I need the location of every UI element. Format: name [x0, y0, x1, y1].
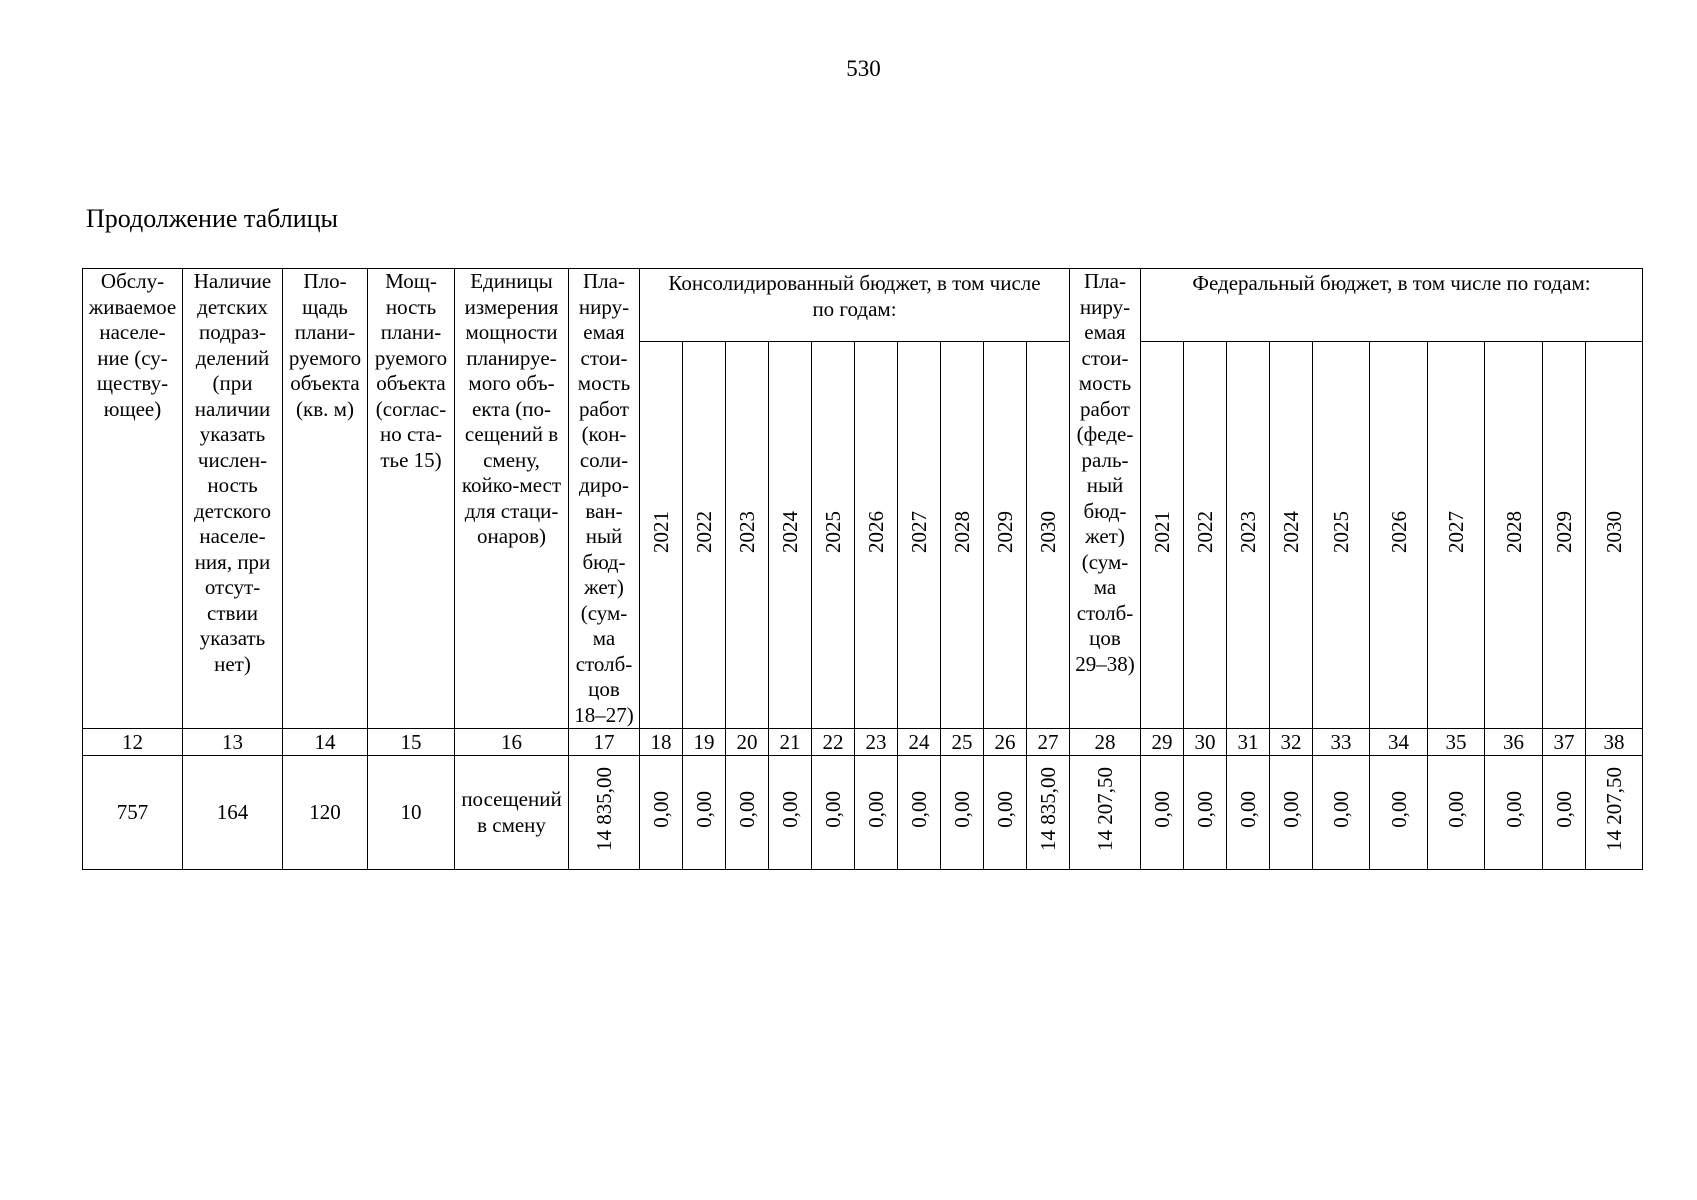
column-number: 30: [1184, 729, 1227, 756]
year-label: 2029: [993, 510, 1017, 553]
year-label: 2023: [735, 510, 759, 553]
consolidated-year-cell: [984, 342, 1027, 729]
year-label: 2028: [1501, 510, 1526, 553]
table-caption: Продолжение таблицы: [86, 204, 338, 233]
consolidated-amount: 0,00: [735, 790, 759, 828]
column-number: 33: [1313, 729, 1370, 756]
consolidated-amount-cell: [941, 756, 984, 870]
header-consolidated-budget-group: Консолидированный бюджет, в том числе по годам:: [640, 269, 1070, 342]
header-row: [83, 269, 1643, 342]
consolidated-amount-cell: [640, 756, 683, 870]
federal-amount-cell: [1543, 756, 1586, 870]
year-label: 2021: [649, 510, 673, 553]
column-number: 16: [455, 729, 569, 756]
year-label: 2022: [1193, 510, 1217, 553]
column-number: 25: [941, 729, 984, 756]
column-number: 19: [683, 729, 726, 756]
year-label: 2025: [821, 510, 845, 553]
column-number: 22: [812, 729, 855, 756]
budget-table: [82, 268, 1643, 870]
federal-year-cell: [1370, 342, 1428, 729]
federal-year-cell: [1227, 342, 1270, 729]
federal-year-cell: [1586, 342, 1643, 729]
column-number: 13: [183, 729, 283, 756]
consolidated-amount-cell: [683, 756, 726, 870]
planned-cost-consolidated-value: 14 835,00: [592, 767, 616, 852]
consolidated-year-cell: [769, 342, 812, 729]
federal-amount-cell: [1428, 756, 1485, 870]
area-value: 120: [283, 756, 368, 870]
header-planned-cost-consolidated: Пла- ниру- емая стои- мость работ (кон- соли- диро- ван- ный бюд- жет) (сум- ма столб- цов 18–27): [569, 269, 640, 729]
consolidated-year-cell: [855, 342, 898, 729]
year-label: 2026: [1386, 510, 1411, 553]
column-number: 27: [1027, 729, 1070, 756]
planned-cost-consolidated-cell: [569, 756, 640, 870]
data-row: [83, 756, 1643, 870]
consolidated-year-cell: [812, 342, 855, 729]
year-label: 2028: [950, 510, 974, 553]
federal-amount-cell: [1141, 756, 1184, 870]
planned-cost-federal-value: 14 207,50: [1093, 767, 1117, 852]
consolidated-amount-cell: [984, 756, 1027, 870]
year-label: 2030: [1036, 510, 1060, 553]
year-label: 2026: [864, 510, 888, 553]
year-label: 2023: [1236, 510, 1260, 553]
column-number: 35: [1428, 729, 1485, 756]
federal-amount: 0,00: [1279, 790, 1303, 828]
header-capacity: Мощ- ность плани- руемого объекта (соглас- но ста- тье 15): [368, 269, 455, 729]
column-number: 38: [1586, 729, 1643, 756]
header-federal-budget-group: Федеральный бюджет, в том числе по годам:: [1141, 269, 1643, 342]
consolidated-amount-cell: [855, 756, 898, 870]
consolidated-amount-cell: [812, 756, 855, 870]
column-number: 24: [898, 729, 941, 756]
planned-cost-federal-cell: [1070, 756, 1141, 870]
year-label: 2025: [1329, 510, 1353, 553]
column-number: 12: [83, 729, 183, 756]
header-capacity-units: Единицы измерения мощности планируе- мого объ- екта (по- сещений в смену, койко-мест для стаци- онаров): [455, 269, 569, 729]
federal-amount-cell: [1227, 756, 1270, 870]
federal-year-cell: [1313, 342, 1370, 729]
capacity-value: 10: [368, 756, 455, 870]
year-label: 2021: [1150, 510, 1174, 553]
federal-amount: 0,00: [1386, 790, 1411, 828]
consolidated-amount: 0,00: [907, 790, 931, 828]
served-population-value: 757: [83, 756, 183, 870]
federal-year-cell: [1428, 342, 1485, 729]
header-children-units: Наличие детских подраз- делений (при наличии указать числен- ность детского населе- ния, при отсут- ствии указать нет): [183, 269, 283, 729]
federal-year-cell: [1485, 342, 1543, 729]
column-number: 34: [1370, 729, 1428, 756]
federal-amount-cell: [1370, 756, 1428, 870]
consolidated-amount: 14 835,00: [1036, 767, 1060, 852]
year-label: 2022: [692, 510, 716, 553]
consolidated-amount: 0,00: [821, 790, 845, 828]
consolidated-amount: 0,00: [692, 790, 716, 828]
column-number: 23: [855, 729, 898, 756]
federal-amount-cell: [1586, 756, 1643, 870]
header-planned-cost-federal: Пла- ниру- емая стои- мость работ (феде- раль- ный бюд- жет) (сум- ма столб- цов 29–38): [1070, 269, 1141, 729]
federal-amount: 0,00: [1150, 790, 1174, 828]
consolidated-year-cell: [898, 342, 941, 729]
consolidated-amount: 0,00: [864, 790, 888, 828]
column-number: 15: [368, 729, 455, 756]
consolidated-year-cell: [683, 342, 726, 729]
year-label: 2027: [907, 510, 931, 553]
federal-year-cell: [1270, 342, 1313, 729]
column-number: 21: [769, 729, 812, 756]
consolidated-year-cell: [1027, 342, 1070, 729]
year-label: 2030: [1602, 510, 1626, 553]
page-number: 530: [846, 56, 881, 81]
column-number: 14: [283, 729, 368, 756]
consolidated-amount-cell: [769, 756, 812, 870]
federal-amount: 0,00: [1444, 790, 1468, 828]
federal-amount-cell: [1485, 756, 1543, 870]
consolidated-amount-cell: [898, 756, 941, 870]
federal-year-cell: [1184, 342, 1227, 729]
column-number: 31: [1227, 729, 1270, 756]
header-area: Пло- щадь плани- руемого объекта (кв. м): [283, 269, 368, 729]
column-number: 26: [984, 729, 1027, 756]
consolidated-amount: 0,00: [993, 790, 1017, 828]
column-number: 17: [569, 729, 640, 756]
federal-amount: 0,00: [1501, 790, 1526, 828]
federal-amount-cell: [1184, 756, 1227, 870]
column-number: 18: [640, 729, 683, 756]
column-number: 36: [1485, 729, 1543, 756]
consolidated-amount: 0,00: [778, 790, 802, 828]
column-number: 32: [1270, 729, 1313, 756]
federal-amount: 14 207,50: [1602, 767, 1626, 852]
children-units-value: 164: [183, 756, 283, 870]
column-number: 28: [1070, 729, 1141, 756]
year-label: 2024: [778, 510, 802, 553]
federal-amount: 0,00: [1193, 790, 1217, 828]
consolidated-amount: 0,00: [950, 790, 974, 828]
header-served-population: Обслу- живаемое населе- ние (су- ществу- ющее): [83, 269, 183, 729]
federal-amount: 0,00: [1552, 790, 1576, 828]
capacity-units-value: посещений в смену: [455, 756, 569, 870]
consolidated-amount: 0,00: [649, 790, 673, 828]
year-label: 2029: [1552, 510, 1576, 553]
consolidated-amount-cell: [726, 756, 769, 870]
federal-year-cell: [1543, 342, 1586, 729]
column-number: 37: [1543, 729, 1586, 756]
federal-amount: 0,00: [1236, 790, 1260, 828]
year-label: 2027: [1444, 510, 1468, 553]
consolidated-year-cell: [640, 342, 683, 729]
federal-amount-cell: [1313, 756, 1370, 870]
federal-amount-cell: [1270, 756, 1313, 870]
column-number-row: [83, 729, 1643, 756]
consolidated-year-cell: [726, 342, 769, 729]
consolidated-amount-cell: [1027, 756, 1070, 870]
consolidated-year-cell: [941, 342, 984, 729]
federal-amount: 0,00: [1329, 790, 1353, 828]
year-label: 2024: [1279, 510, 1303, 553]
column-number: 29: [1141, 729, 1184, 756]
federal-year-cell: [1141, 342, 1184, 729]
column-number: 20: [726, 729, 769, 756]
